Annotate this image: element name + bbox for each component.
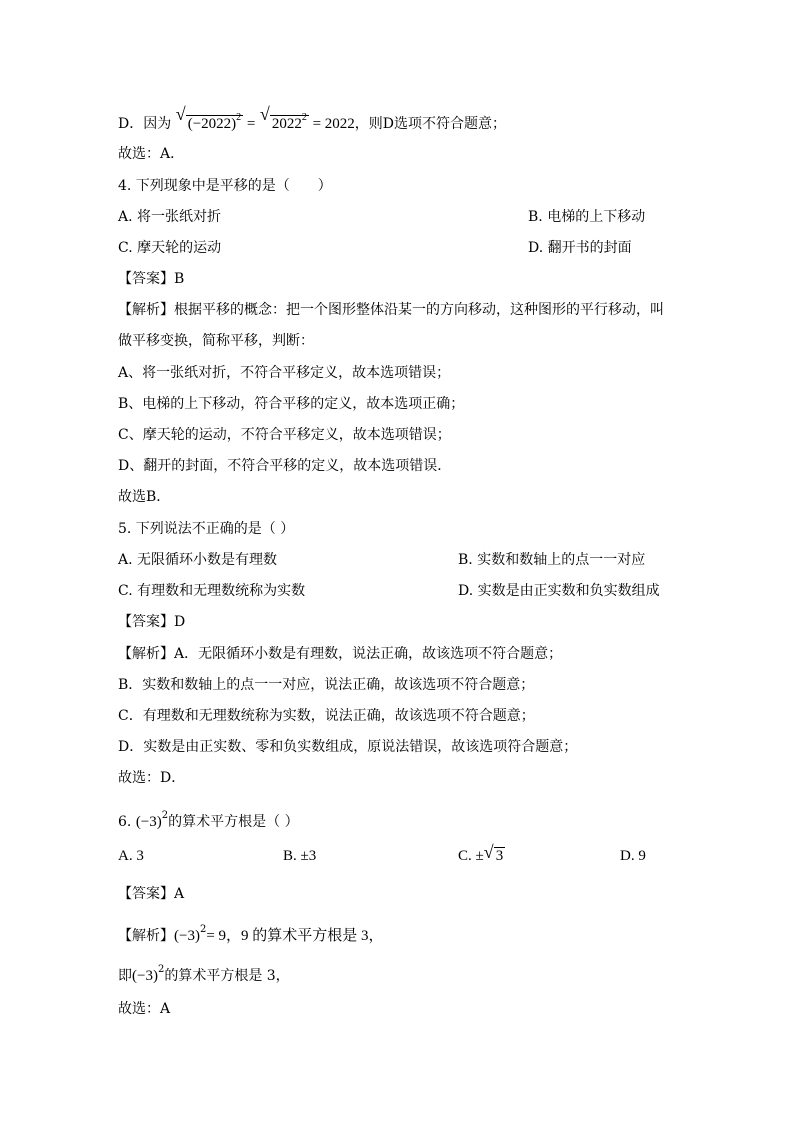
q6-analysis-2-exp: 2 (157, 964, 165, 975)
q6-option-c-radical: √ 3 (483, 842, 504, 864)
q4-stem: 4. 下列现象中是平移的是（ ） (118, 178, 332, 194)
q6-option-b: B. ±3 (283, 848, 317, 864)
q6-option-d: D. 9 (620, 848, 646, 864)
q6-analysis-line-2 (118, 960, 290, 986)
d-option-prefix: D．因为 (118, 116, 172, 132)
q4-option-d: D. 翻开书的封面 (528, 240, 632, 256)
q4-analysis-c: C、摩天轮的运动，不符合平移定义，故本选项错误； (118, 427, 451, 443)
q4-option-b: B. 电梯的上下移动 (528, 209, 646, 225)
q6-analysis-line-1 (118, 920, 384, 946)
q4-answer: 【答案】B (118, 271, 185, 287)
q6-analysis-1-exp: 2 (199, 924, 207, 935)
q5-analysis-c: C．有理数和无理数统称为实数，说法正确，故该选项不符合题意； (118, 708, 535, 724)
d-option-lhs-radical: √ $(-2022)^2$ (175, 104, 242, 132)
d-option-lhs-inner: −2022 (192, 116, 232, 132)
q5-answer: 【答案】D (118, 614, 186, 630)
q4-analysis-a: A、将一张纸对折，不符合平移定义，故本选项错误； (118, 365, 451, 381)
q4-analysis-line-2: 做平移变换，简称平移，判断： (118, 333, 314, 349)
q5-option-c: C. 有理数和无理数统称为实数 (118, 583, 306, 599)
q6-option-c (458, 842, 505, 866)
q6-analysis-1-prefix: 【解析】 (118, 928, 174, 944)
q5-analysis-a: 【解析】A．无限循环小数是有理数，说法正确，故该选项不符合题意； (118, 646, 563, 662)
q3-conclusion: 故选：A． (118, 146, 185, 162)
q6-analysis-2-prefix: 即 (118, 968, 132, 984)
q6-answer: 【答案】A (118, 886, 185, 902)
d-option-lhs-exp: 2 (236, 112, 242, 123)
q6-option-a: A. 3 (118, 848, 144, 864)
q6-analysis-2-base: (−3) (132, 968, 158, 984)
q6-base: (−3) (135, 814, 162, 830)
q4-analysis-b: B、电梯的上下移动，符合平移的定义，故本选项正确； (118, 396, 465, 412)
q6-stem-suffix: 的算术平方根是（ ） (168, 814, 299, 830)
d-option-suffix: ，则D选项不符合题意； (354, 116, 507, 132)
d-option-result: = 2022 (312, 116, 355, 132)
d-option-rhs-radical: √ 2022$^2$ (259, 104, 307, 132)
q5-analysis-b: B．实数和数轴上的点一一对应，说法正确，故该选项不符合题意； (118, 677, 535, 693)
q4-analysis-d: D、翻开的封面，不符合平移的定义，故本选项错误． (118, 458, 452, 474)
q6-analysis-1-base: (−3) (174, 928, 200, 944)
q4-analysis-line-1: 【解析】根据平移的概念：把一个图形整体沿某一的方向移动，这种图形的平行移动，叫 (118, 302, 664, 318)
q6-analysis-1-suffix: = 9，9 的算术平方根是 3， (206, 928, 384, 944)
q5-conclusion: 故选：D． (118, 770, 186, 786)
q6-stem (118, 806, 299, 832)
q4-option-c: C. 摩天轮的运动 (118, 240, 222, 256)
d-option-rhs-inner: 2022 (271, 116, 302, 132)
d-option-rhs-exp: 2 (301, 112, 307, 123)
q4-conclusion: 故选B． (118, 489, 171, 505)
q4-option-a: A. 将一张纸对折 (118, 209, 222, 225)
d-option-mid-eq: = (246, 116, 256, 132)
q6-option-c-prefix: C. ± (458, 848, 484, 864)
q5-option-b: B. 实数和数轴上的点一一对应 (458, 552, 646, 568)
q6-option-c-radicand: 3 (495, 848, 504, 864)
q5-option-a: A. 无限循环小数是有理数 (118, 552, 278, 568)
q6-number: 6. (118, 814, 132, 830)
q5-option-d: D. 实数是由正实数和负实数组成 (458, 583, 660, 599)
q6-exp: 2 (161, 810, 169, 821)
d-option-statement (118, 104, 507, 134)
q5-stem: 5. 下列说法不正确的是（ ） (118, 521, 295, 537)
q5-analysis-d: D．实数是由正实数、零和负实数组成，原说法错误，故该选项符合题意； (118, 739, 578, 755)
q6-conclusion: 故选：A (118, 1001, 171, 1017)
q6-analysis-2-suffix: 的算术平方根是 3， (164, 968, 290, 984)
